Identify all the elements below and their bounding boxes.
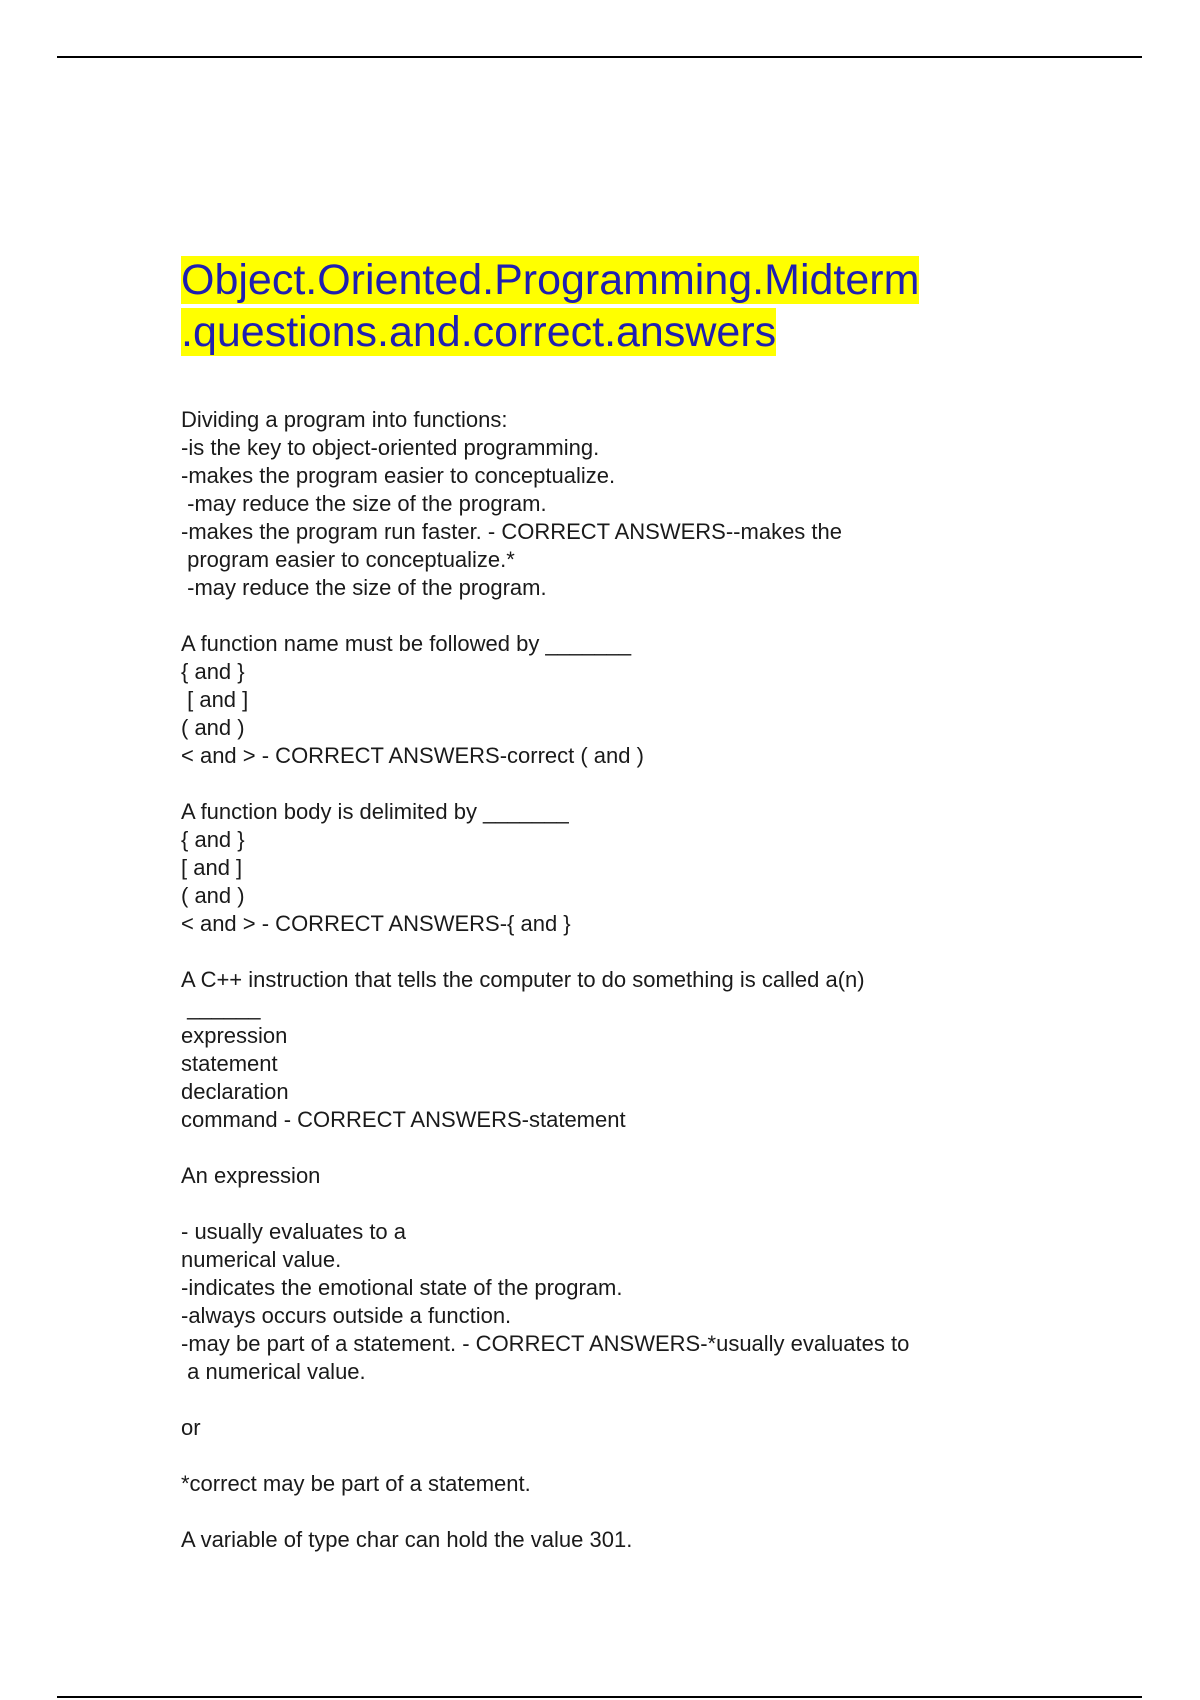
page-top-rule: [57, 56, 1142, 58]
question-block: [181, 406, 1061, 602]
question-block: [181, 1162, 1061, 1190]
question-text-line: < and > - CORRECT ANSWERS-{ and }: [181, 911, 571, 936]
question-text-line: [ and ]: [181, 855, 243, 880]
document-title: [181, 254, 1061, 358]
document-body: [181, 254, 1061, 1582]
question-text-line: - usually evaluates to a: [181, 1219, 407, 1244]
title-line: Object.Oriented.Programming.Midterm: [181, 256, 920, 304]
question-text-line: statement: [181, 1051, 278, 1076]
question-text-line: declaration: [181, 1079, 289, 1104]
question-text-line: < and > - CORRECT ANSWERS-correct ( and ): [181, 743, 644, 768]
question-block: [181, 1470, 1061, 1498]
question-list: [181, 406, 1061, 1554]
question-text-line: ______: [181, 995, 261, 1020]
question-text-line: { and }: [181, 827, 245, 852]
question-text-line: [ and ]: [181, 687, 249, 712]
page-bottom-rule: [57, 1696, 1142, 1698]
question-block: [181, 1526, 1061, 1554]
question-block: [181, 1218, 1061, 1386]
question-text-line: A function body is delimited by _______: [181, 799, 569, 824]
question-text-line: expression: [181, 1023, 288, 1048]
question-text-line: ( and ): [181, 883, 245, 908]
question-text-line: -makes the program run faster. - CORRECT ANSWERS--makes the: [181, 519, 842, 544]
question-block: [181, 966, 1061, 1134]
question-text-line: A function name must be followed by _______: [181, 631, 632, 656]
question-block: [181, 630, 1061, 770]
question-text-line: *correct may be part of a statement.: [181, 1471, 531, 1496]
question-text-line: A variable of type char can hold the value 301.: [181, 1527, 633, 1552]
question-text-line: program easier to conceptualize.*: [181, 547, 515, 572]
question-text-line: a numerical value.: [181, 1359, 366, 1384]
question-text-line: Dividing a program into functions:: [181, 407, 508, 432]
title-line: .questions.and.correct.answers: [181, 308, 777, 356]
question-text-line: command - CORRECT ANSWERS-statement: [181, 1107, 626, 1132]
question-text-line: An expression: [181, 1163, 321, 1188]
question-text-line: -makes the program easier to conceptualize.: [181, 463, 616, 488]
question-text-line: -always occurs outside a function.: [181, 1303, 512, 1328]
question-text-line: -may be part of a statement. - CORRECT ANSWERS-*usually evaluates to: [181, 1331, 910, 1356]
question-text-line: or: [181, 1415, 201, 1440]
question-block: [181, 798, 1061, 938]
question-text-line: -may reduce the size of the program.: [181, 491, 547, 516]
question-block: [181, 1414, 1061, 1442]
question-text-line: ( and ): [181, 715, 245, 740]
question-text-line: { and }: [181, 659, 245, 684]
question-text-line: -may reduce the size of the program.: [181, 575, 547, 600]
question-text-line: numerical value.: [181, 1247, 342, 1272]
question-text-line: -indicates the emotional state of the program.: [181, 1275, 623, 1300]
question-text-line: A C++ instruction that tells the computer to do something is called a(n): [181, 967, 865, 992]
question-text-line: -is the key to object-oriented programming.: [181, 435, 600, 460]
